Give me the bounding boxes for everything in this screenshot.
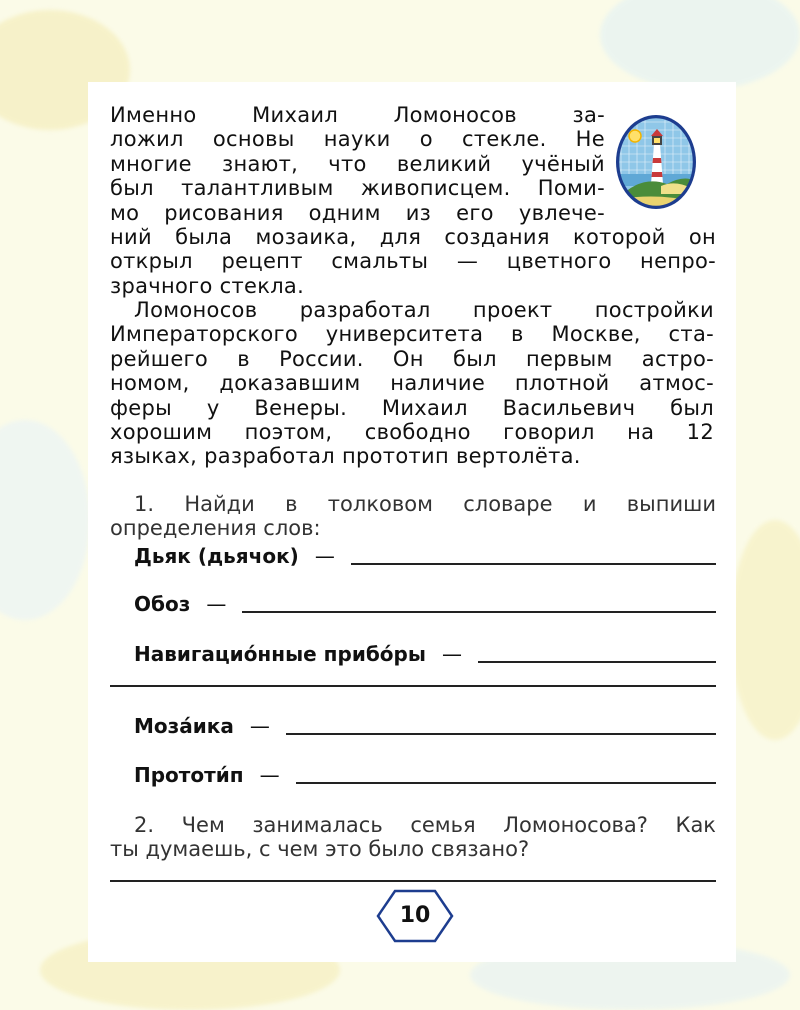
task-text-line: определения слов: [110,516,321,540]
page-number-badge [375,888,455,944]
text-line: хорошим поэтом, свободно говорил на 12 [110,420,714,445]
text-line: мо рисования одним из его увлече- [110,200,605,225]
answer-line[interactable] [110,880,716,882]
term-label: Дьяк (дьячок) [134,544,299,568]
term-label: Обоз [134,592,191,616]
answer-line[interactable] [478,643,716,663]
task-2-question [110,813,716,861]
paragraph-lomonosov-achievements [110,298,714,469]
dash: — [259,763,280,787]
text-line: Ломоносов разработал проект постройки [134,298,714,322]
text-line: ложил основы науки о стекле. Не [110,127,605,152]
dash: — [314,544,335,568]
definition-row-oboz [134,592,716,616]
definition-row-navigation [134,642,716,666]
background-pattern [600,0,800,90]
answer-line[interactable] [242,593,716,613]
dash: — [441,642,462,666]
term-label: Прототи́п [134,763,244,787]
task-text-line: 2. Чем занималась семья Ломоносова? Как [134,813,716,837]
text-line: Императорского университета в Москве, ста- [110,322,714,347]
task-text-line: ты думаешь, с чем это было связано? [110,837,530,861]
answer-line[interactable] [296,764,716,784]
text-line: был талантливым живописцем. Поми- [110,176,605,201]
text-line: многие знают, что великий учёный [110,151,605,176]
text-line: зрачного стекла. [110,273,305,298]
definition-row-prototype [134,763,716,787]
page-number: 10 [399,903,431,928]
text-line: рейшего в России. Он был первым астро- [110,346,714,371]
text-line: открыл рецепт смальты — цветного непро- [110,249,716,274]
text-line: номом, доказавшим наличие плотной атмос- [110,371,714,396]
text-line: ний была мозаика, для создания которой он [110,225,716,250]
paragraph-lomonosov-glass [110,103,716,298]
definition-row-dyak [134,544,716,568]
answer-line-continuation[interactable] [110,685,716,687]
textbook-page [88,82,736,962]
task-text-line: 1. Найди в толковом словаре и выпиши [134,492,716,516]
text-line: Именно Михаил Ломоносов за- [110,103,605,127]
task-1-instructions [110,492,716,540]
dash: — [206,592,227,616]
text-line: языках, разработал прототип вертолёта. [110,444,581,469]
term-label: Навигацио́нные прибо́ры [134,642,426,666]
dash: — [249,714,270,738]
background-pattern [0,420,90,620]
answer-line[interactable] [351,545,716,565]
answer-line[interactable] [286,715,716,735]
background-pattern [730,520,800,740]
definition-row-mosaic [134,714,716,738]
text-line: феры у Венеры. Михаил Васильевич был [110,395,714,420]
term-label: Моза́ика [134,714,234,738]
